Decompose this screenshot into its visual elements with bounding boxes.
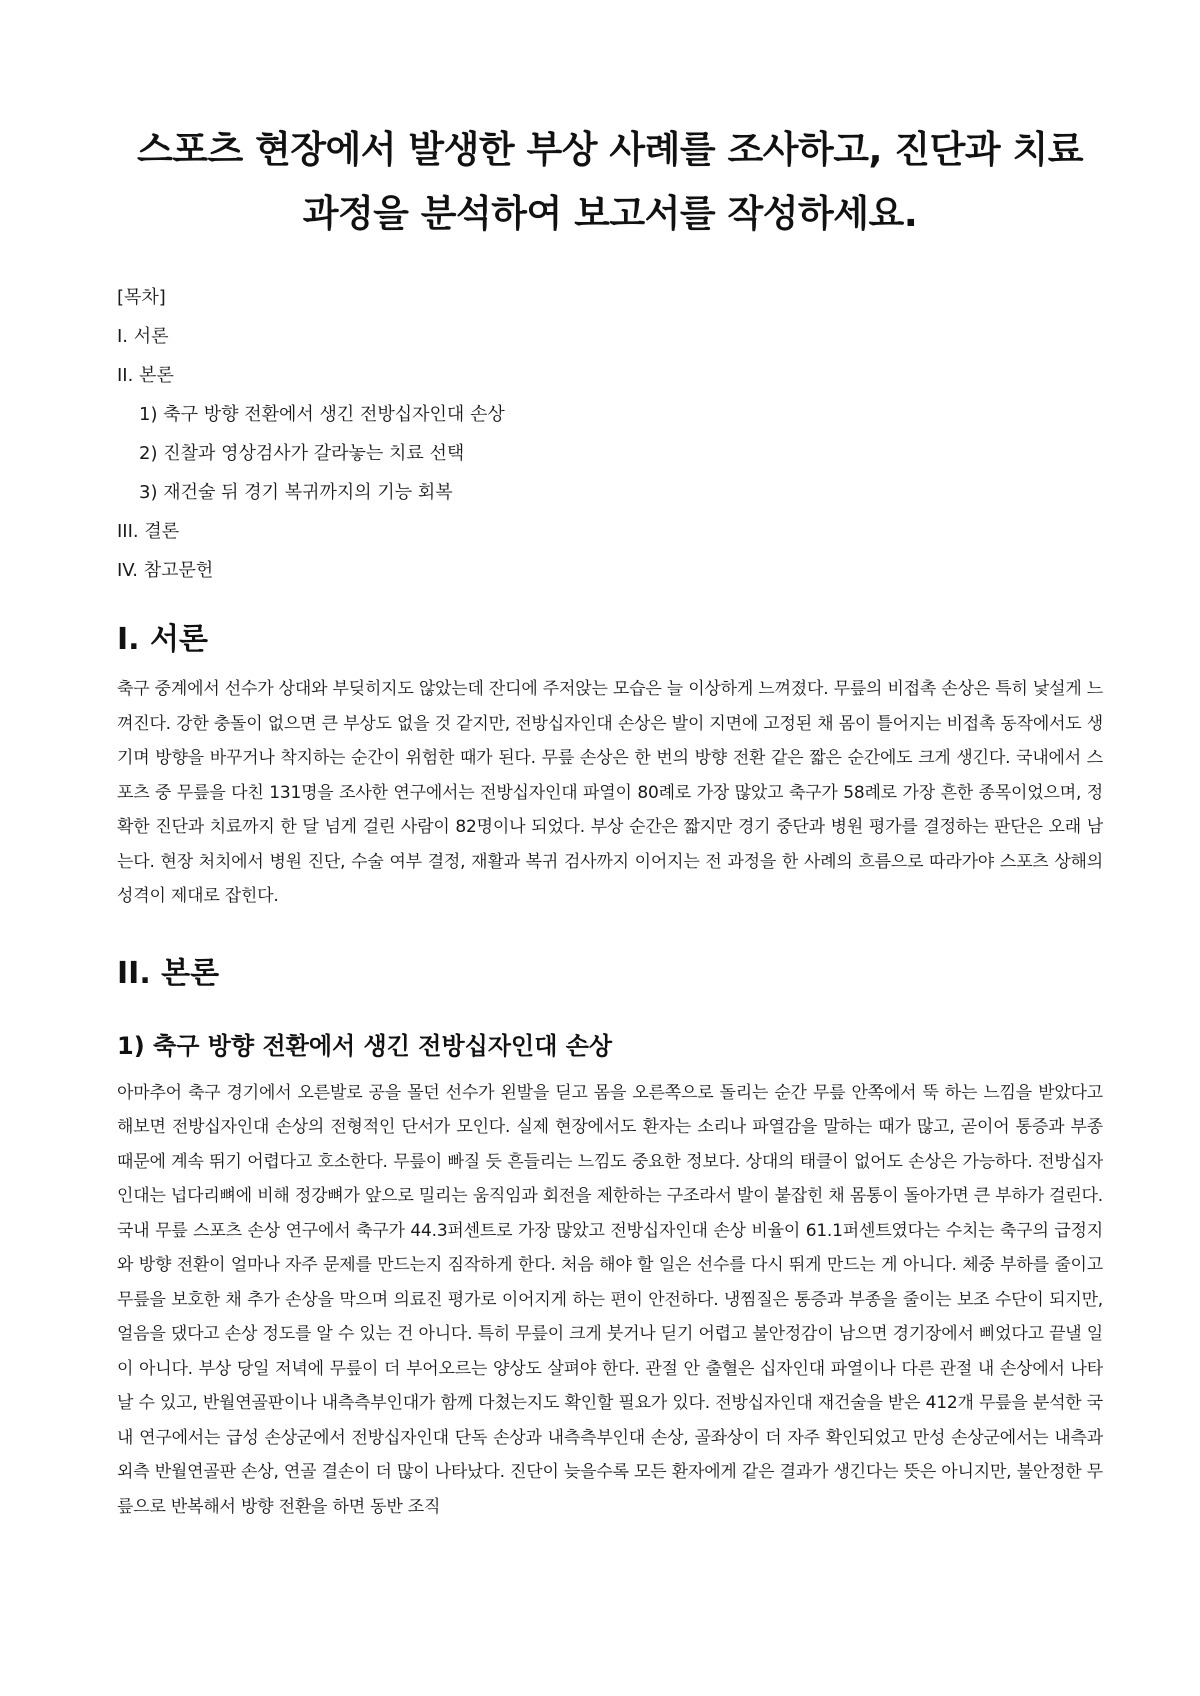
toc-subitem-1: 1) 축구 방향 전환에서 생긴 전방십자인대 손상 [139, 404, 505, 425]
toc-subitem-3: 3) 재건술 뒤 경기 복귀까지의 기능 회복 [139, 482, 453, 503]
toc-item-intro: I. 서론 [117, 326, 169, 347]
toc-item-conclusion: III. 결론 [117, 521, 180, 542]
intro-heading: I. 서론 [117, 622, 208, 657]
table-of-contents [117, 278, 1103, 590]
document-title: 스포츠 현장에서 발생한 부상 사례를 조사하고, 진단과 치료 과정을 분석하여 보고서를 작성하세요. [136, 128, 1084, 235]
toc-heading: [목차] [117, 287, 166, 308]
intro-paragraph: 축구 중계에서 선수가 상대와 부딪히지도 않았는데 잔디에 주저앉는 모습은 늘 이상하게 느껴졌다. 무릎의 비접촉 손상은 특히 낯설게 느껴진다. 강한 충돌이 없으면 큰 부상도 없을 것 같지만, 전방십자인대 손상은 발이 지면에 고정된 채 몸이 틀어지는 비접촉 동작에서도 생기며 방향을 바꾸거나 착지하는 순간이 위험한 때가 된다. 무릎 손상은 한 번의 방향 전환 같은 짧은 순간에도 크게 생긴다. 국내에서 스포츠 중 무릎을 다친 131명을 조사한 연구에서는 전방십자인대 파열이 80례로 가장 많았고 축구가 58례로 가장 흔한 종목이었으며, 정확한 진단과 치료까지 한 달 넘게 걸린 사람이 82명이나 되었다. 부상 순간은 짧지만 경기 중단과 병원 평가를 결정하는 판단은 오래 남는다. 현장 처치에서 병원 진단, 수술 여부 결정, 재활과 복귀 검사까지 이어지는 전 과정을 한 사례의 흐름으로 따라가야 스포츠 상해의 성격이 제대로 잡힌다. [117, 679, 1103, 906]
subsection-1-paragraph: 아마추어 축구 경기에서 오른발로 공을 몰던 선수가 왼발을 딛고 몸을 오른쪽으로 돌리는 순간 무릎 안쪽에서 뚝 하는 느낌을 받았다고 해보면 전방십자인대 손상의 전형적인 단서가 모인다. 실제 현장에서도 환자는 소리나 파열감을 말하는 때가 많고, 곧이어 통증과 부종 때문에 계속 뛰기 어렵다고 호소한다. 무릎이 빠질 듯 흔들리는 느낌도 중요한 정보다. 상대의 태클이 없어도 손상은 가능하다. 전방십자인대는 넙다리뼈에 비해 정강뼈가 앞으로 밀리는 움직임과 회전을 제한하는 구조라서 발이 붙잡힌 채 몸통이 돌아가면 큰 부하가 걸린다. 국내 무릎 스포츠 손상 연구에서 축구가 44.3퍼센트로 가장 많았고 전방십자인대 손상 비율이 61.1퍼센트였다는 수치는 축구의 급정지와 방향 전환이 얼마나 자주 문제를 만드는지 짐작하게 한다. 처음 해야 할 일은 선수를 다시 뛰게 만드는 게 아니다. 체중 부하를 줄이고 무릎을 보호한 채 추가 손상을 막으며 의료진 평가로 이어지게 하는 편이 안전하다. 냉찜질은 통증과 부종을 줄이는 보조 수단이 되지만, 얼음을 댔다고 손상 정도를 알 수 있는 건 아니다. 특히 무릎이 크게 붓거나 딛기 어렵고 불안정감이 남으면 경기장에서 삐었다고 끝낼 일이 아니다. 부상 당일 저녁에 무릎이 더 부어오르는 양상도 살펴야 한다. 관절 안 출혈은 십자인대 파열이나 다른 관절 내 손상에서 나타날 수 있고, 반월연골판이나 내측측부인대가 함께 다쳤는지도 확인할 필요가 있다. 전방십자인대 재건술을 받은 412개 무릎을 분석한 국내 연구에서는 급성 손상군에서 전방십자인대 단독 손상과 내측측부인대 손상, 골좌상이 더 자주 확인되었고 만성 손상군에서는 내측과 외측 반월연골판 손상, 연골 결손이 더 많이 나타났다. 진단이 늦을수록 모든 환자에게 같은 결과가 생긴다는 뜻은 아니지만, 불안정한 무릎으로 반복해서 방향 전환을 하면 동반 조직 [117, 1082, 1104, 1517]
body-heading: II. 본론 [117, 955, 220, 991]
toc-subitem-2: 2) 진찰과 영상검사가 갈라놓는 치료 선택 [139, 443, 465, 464]
subsection-1-heading: 1) 축구 방향 전환에서 생긴 전방십자인대 손상 [117, 1031, 613, 1060]
toc-item-references: IV. 참고문헌 [117, 560, 214, 581]
toc-item-body: II. 본론 [117, 365, 174, 386]
